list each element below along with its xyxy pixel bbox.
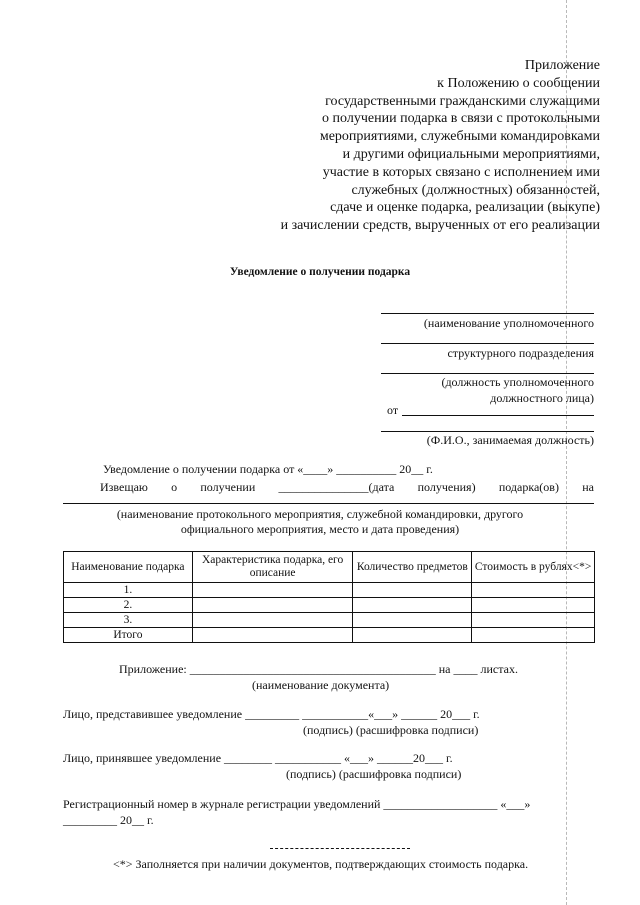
table-cell: 2. <box>64 598 193 613</box>
registration-line-1: Регистрационный номер в журнале регистрации уведомлений ___________________ «___» <box>63 797 531 811</box>
addressee-line-4[interactable] <box>381 431 594 432</box>
appendix-line: сдаче и оценке подарка, реализации (выкупе) <box>330 200 600 216</box>
appendix-line: о получении подарка в связи с протокольными <box>322 111 600 127</box>
attachment-line: Приложение: _________________________________________ на ____ листах. <box>119 662 518 676</box>
notice-word: Извещаю <box>100 480 148 494</box>
table-cell[interactable] <box>353 628 472 643</box>
appendix-line: служебных (должностных) обязанностей, <box>351 182 600 198</box>
appendix-line: участие в которых связано с исполнением ими <box>322 164 600 180</box>
table-cell[interactable] <box>353 598 472 613</box>
footnote: <*> Заполняется при наличии документов, подтверждающих стоимость подарка. <box>113 857 529 871</box>
addressee-caption-3a: (должность уполномоченного <box>441 375 594 389</box>
appendix-line: мероприятиями, служебными командировками <box>319 129 600 145</box>
notice-word: на <box>582 480 594 494</box>
table-cell: 1. <box>64 583 193 598</box>
appendix-line: государственными гражданскими служащими <box>325 93 600 109</box>
table-cell[interactable] <box>472 613 595 628</box>
table-cell[interactable] <box>472 628 595 643</box>
notice-line-2 <box>100 480 594 495</box>
appendix-header <box>220 57 600 235</box>
table-row <box>64 598 595 613</box>
table-cell[interactable] <box>353 613 472 628</box>
addressee-caption-1: (наименование уполномоченного <box>423 316 594 330</box>
table-cell: 3. <box>64 613 193 628</box>
submitter-caption: (подпись) (расшифровка подписи) <box>303 723 479 737</box>
attachment-caption: (наименование документа) <box>252 678 390 692</box>
from-line[interactable] <box>402 415 594 416</box>
event-caption-b: официального мероприятия, место и дата проведения) <box>180 522 460 536</box>
appendix-line: к Положению о сообщении <box>437 75 600 91</box>
table-row <box>64 628 595 643</box>
table-cell[interactable] <box>353 583 472 598</box>
addressee-caption-2: структурного подразделения <box>447 346 594 360</box>
event-caption-a: (наименование протокольного мероприятия, служебной командировки, другого <box>116 507 524 521</box>
addressee-line-2[interactable] <box>381 343 594 344</box>
table-cell[interactable] <box>192 598 353 613</box>
event-line[interactable] <box>63 503 594 504</box>
from-label: от <box>387 403 399 417</box>
table-cell[interactable] <box>472 598 595 613</box>
appendix-line: и зачислении средств, вырученных от его реализации <box>280 218 600 234</box>
receiver-caption: (подпись) (расшифровка подписи) <box>286 767 462 781</box>
addressee-caption-4: (Ф.И.О., занимаемая должность) <box>426 433 594 447</box>
notice-word: получения) <box>417 480 476 494</box>
submitter-line: Лицо, представившее уведомление _________ ___________«___» ______ 20___ г. <box>63 707 480 721</box>
notice-word: получении <box>200 480 256 494</box>
appendix-line: Приложение <box>524 58 600 73</box>
table-cell[interactable] <box>192 628 353 643</box>
table-header-row <box>64 552 595 583</box>
receiver-line: Лицо, принявшее уведомление ________ ___________ «___» ______20___ г. <box>63 751 453 765</box>
registration-line-2: _________ 20__ г. <box>63 813 154 827</box>
table-row <box>64 613 595 628</box>
notice-word: подарка(ов) <box>498 480 559 494</box>
appendix-line: и другими официальными мероприятиями, <box>342 146 600 162</box>
table-header-cell: Наименование подарка <box>64 552 193 583</box>
table-header-cell: Стоимость в рублях<*> <box>472 552 595 583</box>
table-cell[interactable] <box>472 583 595 598</box>
notice-word: о <box>171 480 178 494</box>
addressee-line-3[interactable] <box>381 373 594 374</box>
addressee-caption-3b: должностного лица) <box>490 391 594 405</box>
document-title: Уведомление о получении подарка <box>229 266 411 278</box>
notice-word: _______________(дата <box>278 480 395 494</box>
notice-line-1: Уведомление о получении подарка от «____» __________ 20__ г. <box>103 462 433 476</box>
table-header-cell: Количество предметов <box>353 552 472 583</box>
table-cell[interactable] <box>192 613 353 628</box>
gifts-table <box>63 551 595 643</box>
table-cell: Итого <box>64 628 193 643</box>
addressee-line-1[interactable] <box>381 313 594 314</box>
table-row <box>64 583 595 598</box>
table-header-cell: Характеристика подарка, его описание <box>192 552 353 583</box>
footnote-separator <box>270 848 410 849</box>
table-cell[interactable] <box>192 583 353 598</box>
